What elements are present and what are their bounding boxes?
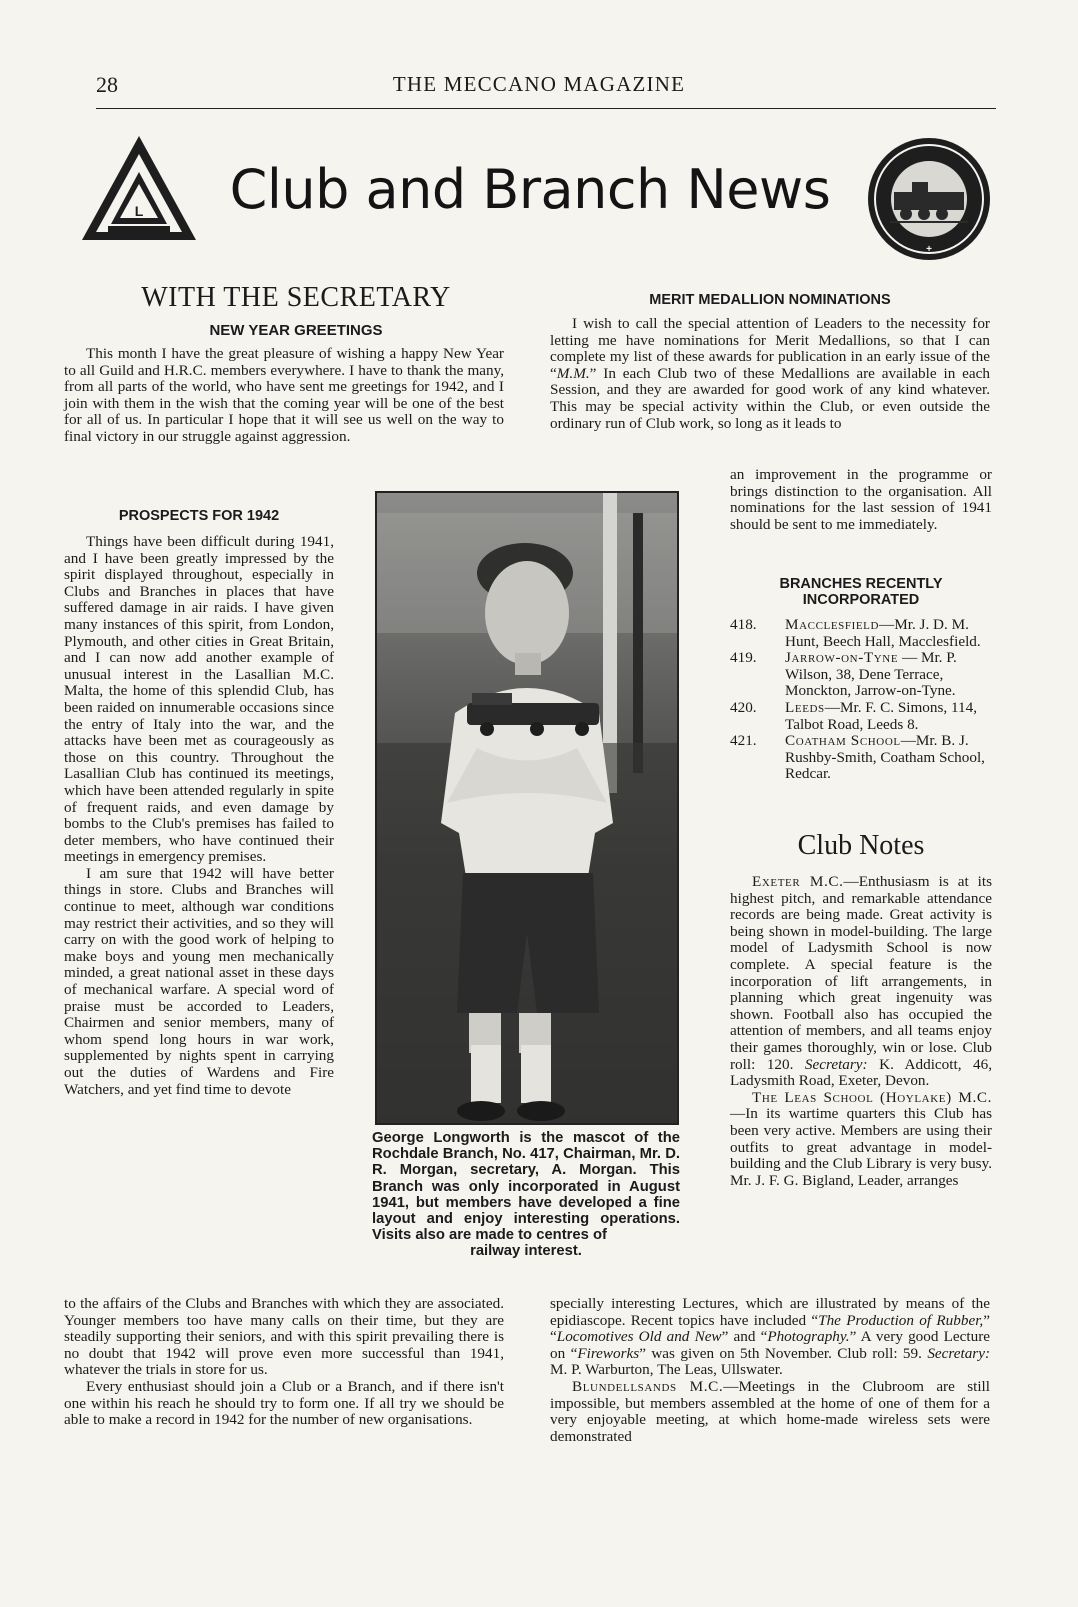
branch-details: — Mr. P. Wilson, 38, Dene Terrace, Monckton, Jarrow-on-Tyne. — [785, 649, 957, 700]
branch-number: 420. — [730, 698, 757, 716]
leas-note-continued: specially interesting Lectures, which are illustrated by means of the epidiascope. Recent topics have included “The Production of Rubber,” “Locomotives Old and New” and “Photography.” A very good Lecture on “Fireworks” was given on 5th November. Club roll: 59. Secretary: M. P. Warburton, The Leas, Ullswater. — [550, 1295, 990, 1379]
leas-note: The Leas School (Hoylake) M.C.—In its wartime quarters this Club has been very active. Members are using their outfits to great advantage in model-building and the Club Library is very busy. Mr. J. F. G. Bigland, Leader, arranges — [730, 1088, 992, 1189]
photo-caption-text: George Longworth is the mascot of the Rochdale Branch, No. 417, Chairman, Mr. D. R. Morgan, secretary, A. Morgan. This Branch was only incorporated in August 1941, but members have developed a fine layout and enjoy interesting operations. Visits also are made to centres of — [372, 1130, 680, 1244]
branch-number: 419. — [730, 649, 757, 667]
subheading-prospects-1942: PROSPECTS FOR 1942 — [118, 508, 280, 524]
branches-list — [730, 617, 992, 783]
exeter-note: Exeter M.C.—Enthusiasm is at its highest pitch, and remarkable attendance records are being made. Great activity is being shown in model-building. The large model of Ladysmith School is now complete. A special feature is the incorporation of lift arrangements, in planning which great ingenuity was shown. Football also has occupied the attention of members, and all teams enjoy their games thoroughly, win or lose. Club roll: 120. Secretary: K. Addicott, 46, Ladysmith Road, Exeter, Devon. — [730, 873, 993, 1090]
section-heading-club-notes: Club Notes — [797, 830, 925, 861]
branch-number: 421. — [730, 732, 757, 750]
prospects-paragraph-1: Things have been difficult during 1941, and I have been greatly impressed by the spirit displayed throughout, especially in Clubs and Branches in places that have suffered damage in air raids. I have given many instances of this spirit, from London, Plymouth, and other cities in Great Britain, and I can now add another example of unusual interest in the Lasallian M.C. Malta, the home of this splendid Club, has been raided on innumerable occasions since the entry of Italy into the war, and the attacks have been met as courageously as those on this country. Throughout the Lasallian Club has continued its meetings, which have been attended regularly in spite of frequent raids, and even damage by bombs to the Club's premises has failed to deter members, who have continued their meetings in emergency premises. — [64, 533, 334, 866]
subheading-new-year-greetings: NEW YEAR GREETINGS — [209, 322, 383, 339]
photo-caption — [372, 1130, 680, 1260]
hornby-railway-company-logo — [866, 136, 992, 262]
svg-text:+: + — [926, 244, 932, 255]
branch-place: Jarrow-on-Tyne — [785, 649, 899, 667]
subheading-branches-incorporated: BRANCHES RECENTLY INCORPORATED — [779, 576, 943, 608]
page-number: 28 — [96, 72, 118, 97]
page-title: Club and Branch News — [229, 158, 831, 221]
branch-item — [730, 700, 992, 733]
branch-details: —Mr. F. C. Simons, 114, Talbot Road, Leeds 8. — [785, 698, 978, 733]
merit-text-1: I wish to call the special attention of Leaders to the necessity for letting me have nominations for Merit Medallions, so that I can complete my list of these awards for publication in an early issue of the “ — [550, 315, 990, 382]
branch-place: Leeds — [785, 698, 825, 716]
prospects-paragraph-3: Every enthusiast should join a Club or a Branch, and if there isn't one within his reach he should try to form one. If all try we should be able to make a record in 1942 for the number of new organisations. — [64, 1377, 504, 1429]
branch-item — [730, 617, 992, 650]
merit-text-2: ” In each Club two of these Medallions are available in each Session, and they are awarded for good work of any kind whatever. This may be special activity within the Club, or even outside the ordinary run of Club work, so long as it leads to — [550, 364, 990, 432]
greetings-paragraph: This month I have the great pleasure of wishing a happy New Year to all Guild and H.R.C. members everywhere. I have to thank the many, from all parts of the world, who have sent me greetings for 1942, and I join with them in the wish that the coming year will be one of the best for all of us. In particular I hope that it will see us well on the way to final victory in our struggle against aggression. — [64, 345, 504, 445]
prospects-article — [64, 534, 334, 1098]
subheading-merit-medallion: MERIT MEDALLION NOMINATIONS — [649, 292, 891, 308]
prospects-article-continued — [64, 1296, 504, 1429]
branch-place: Coatham School — [785, 732, 901, 750]
merit-mm: M.M. — [556, 364, 590, 382]
prospects-paragraph-2-continued: to the affairs of the Clubs and Branches with which they are associated. Younger members too have many calls on their time, but they are steadily supporting their seniors, and with this spirit prevailing there is no doubt that 1942 will prove even more successful than 1941, whatever the trials in store for us. — [64, 1295, 504, 1379]
merit-article — [550, 316, 990, 432]
branch-item — [730, 733, 992, 783]
prospects-paragraph-2: I am sure that 1942 will have better things in store. Clubs and Branches will continue to meet, although war conditions may restrict their activities, and so they will carry on with the good work of helping to make boys and young men mechanically minded, a great national asset in these days of mechanical warfare. A special word of praise must be accorded to Leaders, Chairmen and senior members, many of whom spend long hours in war work, supplemented by nights spent in carrying out the duties of Wardens and Fire Watchers, and yet find time to devote — [64, 864, 334, 1098]
club-notes-article — [730, 874, 992, 1189]
section-heading-with-the-secretary: WITH THE SECRETARY — [141, 282, 451, 313]
branch-details: —Mr. B. J. Rushby-Smith, Coatham School, Redcar. — [785, 732, 985, 783]
photo-caption-last-line: railway interest. — [470, 1243, 582, 1260]
meccano-guild-logo — [78, 132, 200, 246]
club-notes-article-continued — [550, 1296, 990, 1445]
header-rule — [96, 108, 996, 109]
merit-article-continued — [730, 467, 992, 533]
photo-boy-with-locomotive — [375, 491, 679, 1125]
merit-text-3: an improvement in the programme or brings distinction to the organisation. All nominations for the last session of 1941 should be sent to me immediately. — [730, 466, 992, 533]
branch-number: 418. — [730, 616, 757, 633]
blundellsands-note: Blundellsands M.C.—Meetings in the Clubroom are still impossible, but members assembled at the home of one of them for a very enjoyable meeting, at which home-made wireless sets were demonstrated — [550, 1377, 990, 1445]
branch-place: Macclesfield — [785, 616, 880, 633]
magazine-title: THE MECCANO MAGAZINE — [392, 72, 686, 96]
branch-details: —Mr. J. D. M. Hunt, Beech Hall, Macclesfield. — [785, 616, 981, 650]
guild-logo-letter: L — [134, 203, 144, 219]
greetings-article — [64, 346, 504, 446]
branch-item — [730, 650, 992, 700]
